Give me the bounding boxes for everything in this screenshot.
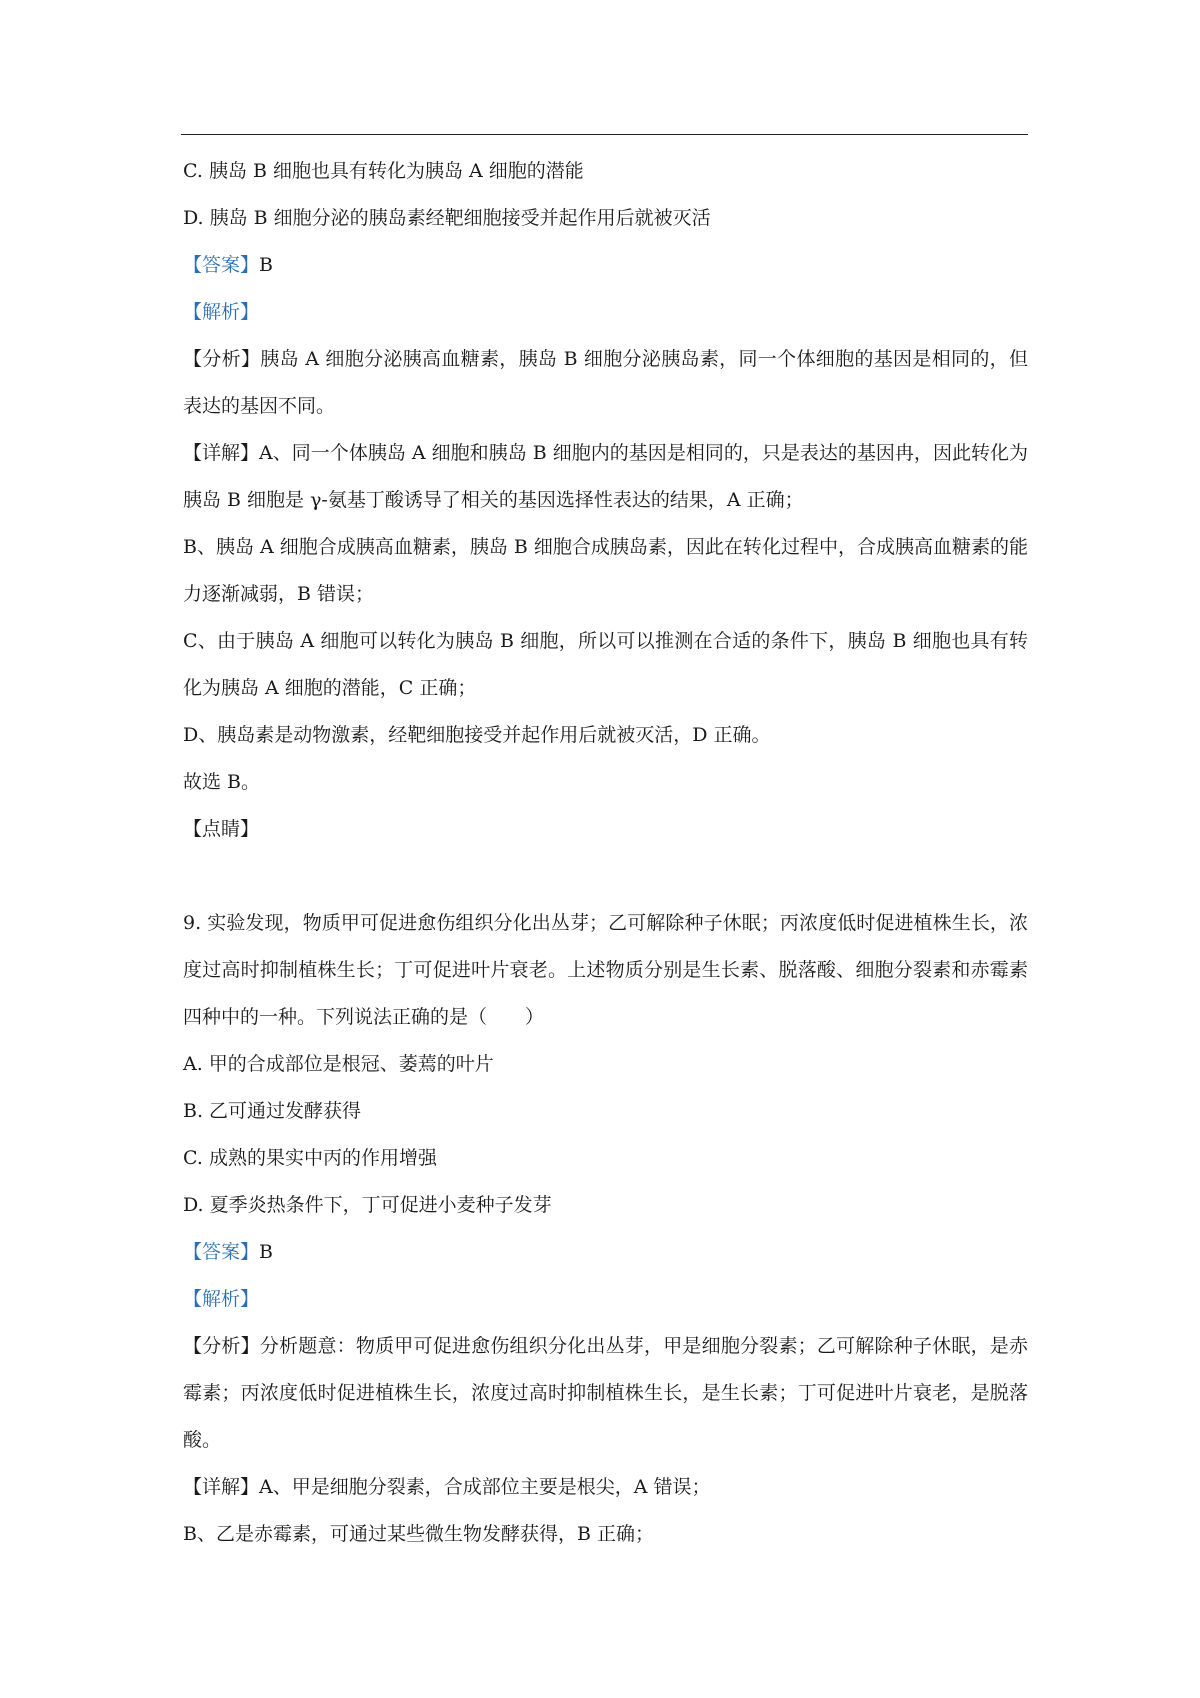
xiangjie-tag: 【详解】 bbox=[183, 1476, 260, 1498]
header-rule bbox=[181, 134, 1028, 135]
fenxi-text: 分析题意：物质甲可促进愈伤组织分化出丛芽，甲是细胞分裂素；乙可解除种子休眠，是赤霉素；丙浓度低时促进植株生长，浓度过高时抑制植株生长，是生长素；丁可促进叶片衰老，是脱落酸。 bbox=[183, 1335, 1028, 1451]
q8-xiangjie-c: C、由于胰岛 A 细胞可以转化为胰岛 B 细胞，所以可以推测在合适的条件下，胰岛 B 细胞也具有转化为胰岛 A 细胞的潜能，C 正确； bbox=[183, 630, 1028, 699]
q8-answer bbox=[183, 242, 1028, 289]
answer-value: B bbox=[259, 1241, 273, 1263]
q8-xiangjie-b: B、胰岛 A 细胞合成胰高血糖素，胰岛 B 细胞合成胰岛素，因此在转化过程中，合成胰高血糖素的能力逐渐减弱，B 错误； bbox=[183, 536, 1028, 605]
q8-option-c: C. 胰岛 B 细胞也具有转化为胰岛 A 细胞的潜能 bbox=[183, 160, 584, 182]
q9-fenxi bbox=[183, 1323, 1028, 1464]
q8-option-d: D. 胰岛 B 细胞分泌的胰岛素经靶细胞接受并起作用后就被灭活 bbox=[183, 207, 711, 229]
q9-answer bbox=[183, 1229, 1028, 1276]
answer-tag: 【答案】 bbox=[183, 1241, 260, 1263]
analysis-tag: 【解析】 bbox=[183, 301, 260, 323]
fenxi-text: 胰岛 A 细胞分泌胰高血糖素，胰岛 B 细胞分泌胰岛素，同一个体细胞的基因是相同的，但表达的基因不同。 bbox=[183, 348, 1028, 417]
q8-conclusion: 故选 B。 bbox=[183, 771, 261, 793]
q9-option-d: D. 夏季炎热条件下，丁可促进小麦种子发芽 bbox=[183, 1194, 552, 1216]
xiangjie-a-text: A、同一个体胰岛 A 细胞和胰岛 B 细胞内的基因是相同的，只是表达的基因冉，因此转化为胰岛 B 细胞是 γ-氨基丁酸诱导了相关的基因选择性表达的结果，A 正确； bbox=[183, 442, 1028, 511]
fenxi-tag: 【分析】 bbox=[183, 1335, 260, 1357]
document-body bbox=[183, 148, 1028, 1558]
q9-xiangjie-a bbox=[183, 1464, 1028, 1511]
q9-xiangjie-b: B、乙是赤霉素，可通过某些微生物发酵获得，B 正确； bbox=[183, 1523, 654, 1545]
q9-stem: 9. 实验发现，物质甲可促进愈伤组织分化出丛芽；乙可解除种子休眠；丙浓度低时促进植株生长，浓度过高时抑制植株生长；丁可促进叶片衰老。上述物质分别是生长素、脱落酸、细胞分裂素和赤霉素四种中的一种。下列说法正确的是（ ） bbox=[183, 912, 1028, 1028]
answer-value: B bbox=[259, 254, 273, 276]
xiangjie-a-text: A、甲是细胞分裂素，合成部位主要是根尖，A 错误； bbox=[259, 1476, 711, 1498]
analysis-tag: 【解析】 bbox=[183, 1288, 260, 1310]
q9-analysis-heading bbox=[183, 1276, 1028, 1323]
q8-dianjing: 【点睛】 bbox=[183, 818, 260, 840]
section-spacer bbox=[183, 853, 1028, 900]
answer-tag: 【答案】 bbox=[183, 254, 260, 276]
q9-option-c: C. 成熟的果实中丙的作用增强 bbox=[183, 1147, 437, 1169]
q8-analysis-heading bbox=[183, 289, 1028, 336]
q9-option-a: A. 甲的合成部位是根冠、萎蔫的叶片 bbox=[183, 1053, 494, 1075]
q9-option-b: B. 乙可通过发酵获得 bbox=[183, 1100, 362, 1122]
fenxi-tag: 【分析】 bbox=[183, 348, 261, 370]
q8-xiangjie-a bbox=[183, 430, 1028, 524]
q8-xiangjie-d: D、胰岛素是动物激素，经靶细胞接受并起作用后就被灭活，D 正确。 bbox=[183, 724, 771, 746]
xiangjie-tag: 【详解】 bbox=[183, 442, 260, 464]
q8-fenxi bbox=[183, 336, 1028, 430]
